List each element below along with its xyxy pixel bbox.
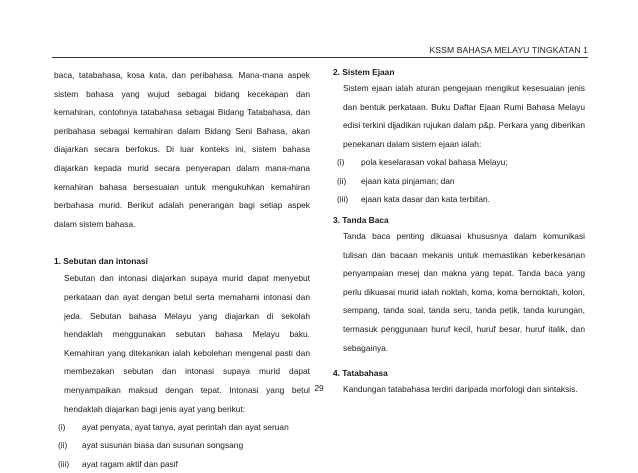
list-item-text: ayat ragam aktif dan pasif [82,458,178,469]
list-item [337,172,585,190]
section-2-body: Sistem ejaan ialah aturan pengejaan mengikut kesesuaian jenis dan bentuk perkataan. Buku Daftar Ejaan Rumi Bahasa Melayu edisi terkini dijadikan rujukan dalam p&p. Perkara yang diberikan penekanan dalam sistem ejaan ialah: [343,83,585,149]
list-item-number: (iii) [337,193,349,204]
list-item [58,418,310,436]
list-item-text: ejaan kata pinjaman; dan [361,175,455,186]
section-4-body: Kandungan tatabahasa terdiri daripada morfologi dan sintaksis. [343,384,578,395]
list-item-number: (i) [58,422,66,433]
page-number: 29 [314,383,324,393]
list-item [58,455,310,473]
list-item-number: (ii) [337,175,347,186]
list-item [337,190,585,208]
section-3-body: Tanda baca penting dikuasai khususnya dalam komunikasi tulisan dan bacaan mekanis untuk memastikan keberkesanan penyampaian mesej dan makna yang tepat. Tanda baca yang perlu dikuasai murid ialah noktah, koma, koma bernoktah, kolon, sempang, tanda soal, tanda seru, tanda petik, tanda kurungan, termasuk penggunaan huruf kecil, huruf besar, huruf italik, dan sebagainya. [343,230,585,353]
section-2-title: 2. Sistem Ejaan [333,67,395,77]
list-item-text: ejaan kata dasar dan kata terbitan. [361,193,490,204]
left-column [54,66,310,473]
section-3-title: 3. Tanda Baca [333,214,389,225]
list-item [337,153,585,171]
list-item-text: pola keselarasan vokal bahasa Melayu; [361,157,508,168]
list-item-number: (i) [337,157,345,168]
section-4-title: 4. Tatabahasa [333,368,388,379]
section-1-list [58,418,310,473]
right-column [333,66,585,399]
list-item-number: (iii) [58,458,70,469]
intro-paragraph: baca, tatabahasa, kosa kata, dan peribahasa. Mana-mana aspek sistem bahasa yang wujud sebagai bidang kecekapan dan kemahiran, contohnya tatabahasa sebagai Bidang Tatabahasa, dan peribahasa sebagai kemahiran dalam Bidang Seni Bahasa, akan diajarkan secara berfokus. Di luar konteks ini, sistem bahasa diajarkan kepada murid secara penyerapan dalam mana-mana kemahiran bahasa bersesuaian untuk mengukuhkan kemahiran berbahasa murid. Berikut adalah penerangan bagi setiap aspek dalam sistem bahasa. [54,70,310,229]
section-1-title: 1. Sebutan dan intonasi [54,256,148,267]
list-item-text: ayat susunan biasa dan susunan songsang [82,440,244,451]
section-2-list [337,153,585,208]
header-title: KSSM BAHASA MELAYU TINGKATAN 1 [429,45,588,55]
section-1-body: Sebutan dan intonasi diajarkan supaya murid dapat menyebut perkataan dan ayat dengan betul serta memahami intonasi dan jeda. Sebutan bahasa Melayu yang diajarkan di sekolah hendaklah menggunakan sebutan bahasa Melayu baku. Kemahiran yang ditekankan ialah kebolehan mengenal pasti dan membezakan sebutan dan intonasi supaya murid dapat menyampaikan maksud dengan tepat. Intonasi yang betul hendaklah diajarkan bagi jenis ayat yang berikut: [64,273,310,414]
list-item-text: ayat penyata, ayat tanya, ayat perintah dan ayat seruan [82,422,289,433]
header-divider [52,57,588,58]
list-item-number: (ii) [58,440,68,451]
